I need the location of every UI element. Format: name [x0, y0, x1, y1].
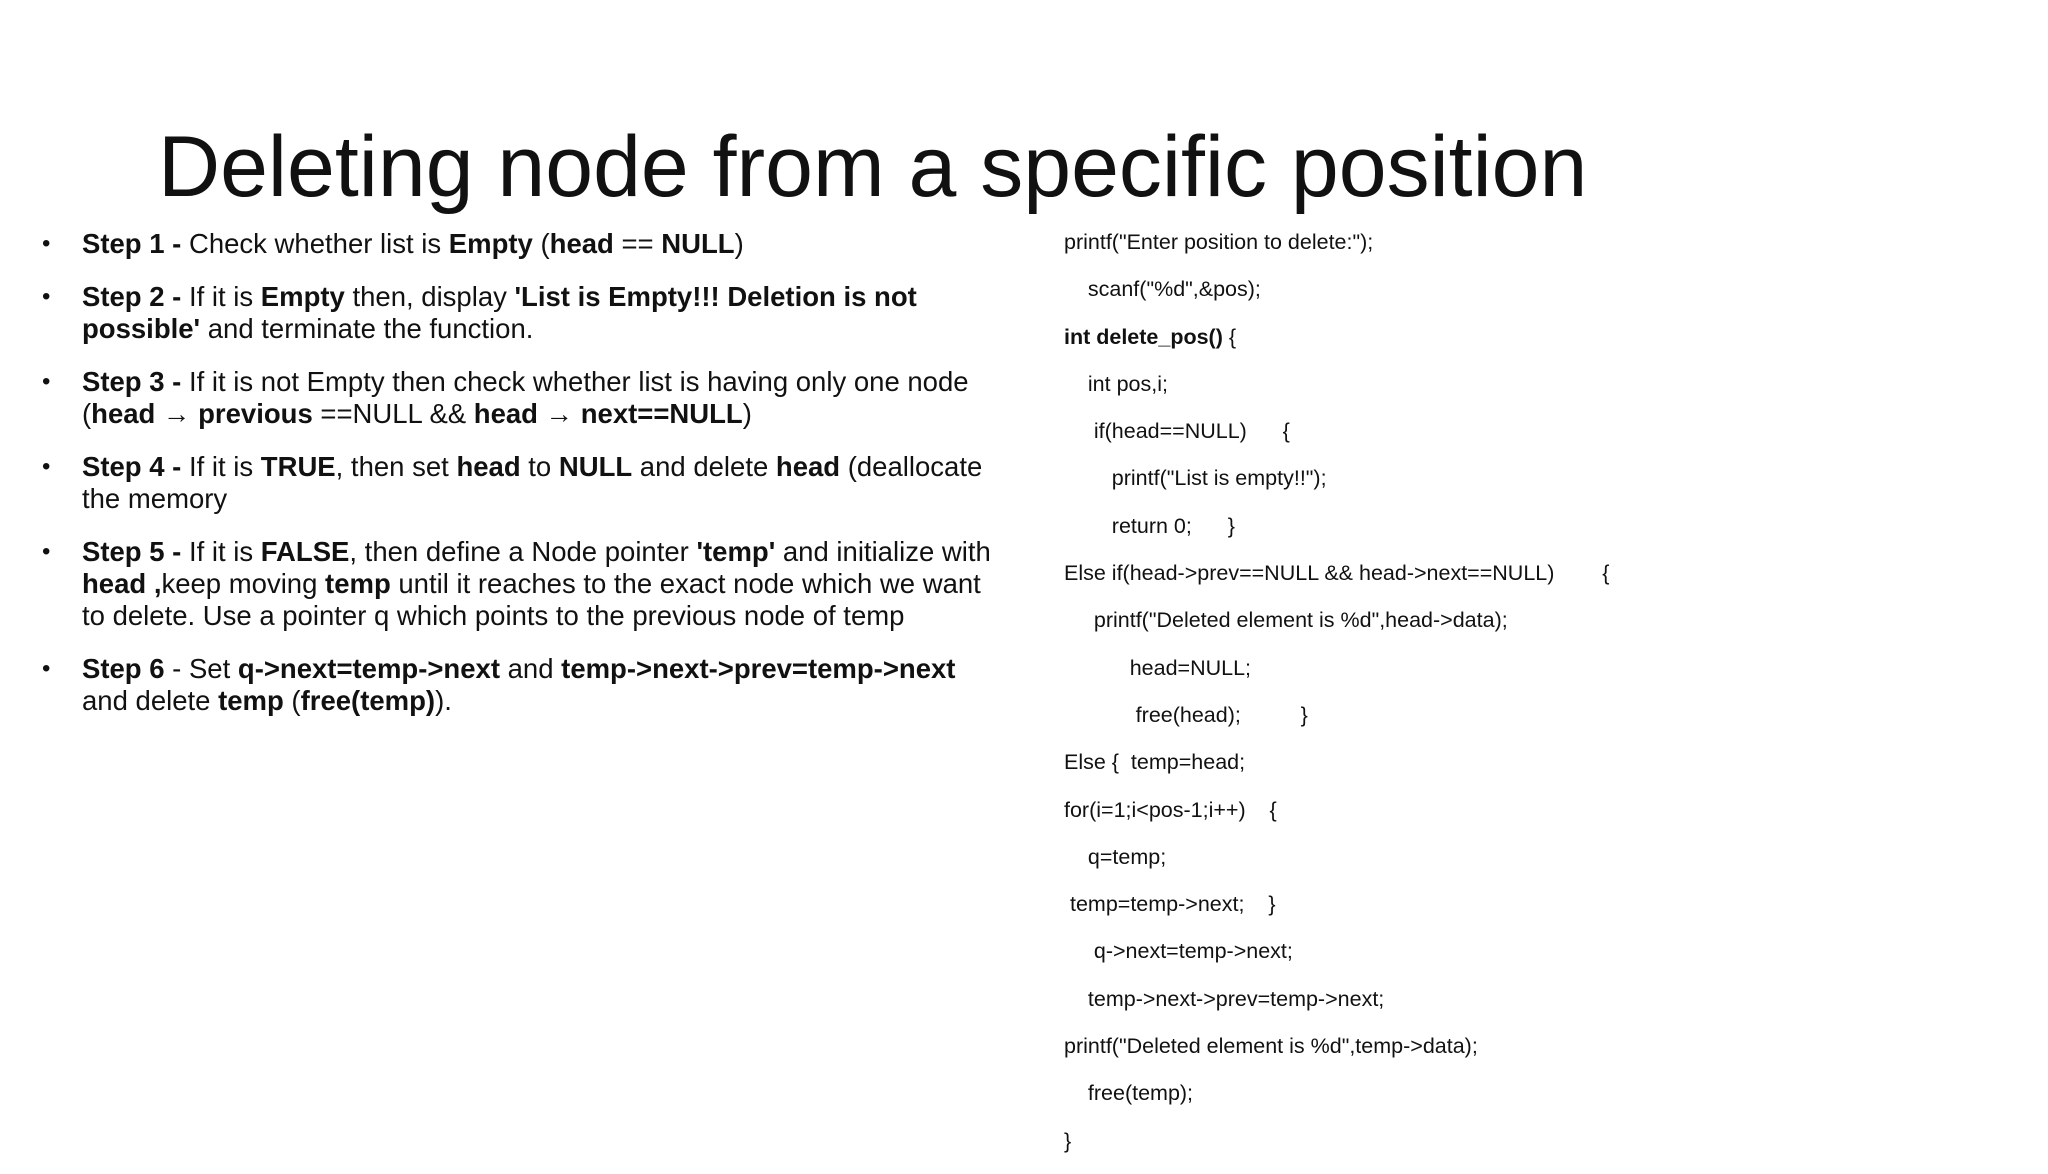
step-text-bold: 'temp' — [696, 536, 776, 567]
step-item — [40, 281, 1008, 345]
step-text: and — [499, 653, 562, 684]
code-text: if(head==NULL) { — [1064, 419, 1290, 444]
code-line — [1064, 228, 1764, 275]
step-text-bold: head — [775, 451, 841, 482]
code-line — [1064, 796, 1764, 843]
step-text-bold: Step 1 - — [82, 228, 189, 259]
step-text: ( — [532, 228, 550, 259]
code-line — [1064, 1127, 1764, 1174]
code-text: temp->next->prev=temp->next; — [1064, 986, 1385, 1011]
step-text-bold: TRUE — [260, 451, 336, 482]
bullet-icon: • — [42, 655, 51, 682]
code-text: int pos,i; — [1064, 371, 1168, 396]
step-item — [40, 366, 1008, 430]
step-text: ) — [734, 228, 744, 259]
code-text: for(i=1;i<pos-1;i++) { — [1064, 797, 1277, 822]
bullet-icon: • — [42, 283, 51, 310]
code-text: scanf("%d",&pos); — [1064, 277, 1261, 302]
code-block — [1064, 228, 1764, 1174]
step-text: and terminate the function. — [200, 313, 534, 344]
code-line — [1064, 890, 1764, 937]
step-text-bold: Step 6 — [82, 653, 165, 684]
bullet-icon: • — [42, 453, 51, 480]
code-line — [1064, 701, 1764, 748]
step-text-bold: Empty — [448, 228, 533, 259]
step-text: (deallocate the memory — [82, 451, 983, 514]
step-text-bold: q->next=temp->next — [237, 653, 500, 684]
bullet-icon: • — [42, 538, 51, 565]
code-line — [1064, 417, 1764, 464]
code-text: free(head); } — [1064, 702, 1308, 727]
step-text-bold: NULL — [661, 228, 735, 259]
code-text: q->next=temp->next; — [1064, 939, 1293, 964]
step-text-bold: head — [456, 451, 521, 482]
step-text-bold: 'List is Empty!!! Deletion is not possible' — [82, 281, 917, 344]
code-line — [1064, 937, 1764, 984]
code-line — [1064, 606, 1764, 653]
step-text: to — [520, 451, 559, 482]
step-text-bold: temp->next->prev=temp->next — [561, 653, 956, 684]
code-line — [1064, 654, 1764, 701]
code-text: Else { temp=head; — [1064, 750, 1246, 775]
bullet-icon: • — [42, 230, 51, 257]
step-text-bold: FALSE — [260, 536, 350, 567]
step-text: If it is — [188, 536, 261, 567]
bullet-icon: • — [42, 368, 51, 395]
step-text: , then define a Node pointer — [349, 536, 697, 567]
step-text: - Set — [164, 653, 238, 684]
step-text: ( — [283, 685, 301, 716]
step-text: If it is — [188, 451, 261, 482]
steps-list — [40, 228, 1008, 738]
step-text: Check whether list is — [188, 228, 449, 259]
code-line — [1064, 464, 1764, 511]
code-line — [1064, 370, 1764, 417]
step-text: == — [613, 228, 662, 259]
code-text: head=NULL; — [1064, 655, 1252, 680]
step-item — [40, 653, 1008, 717]
step-text: and initialize with — [775, 536, 991, 567]
code-line — [1064, 985, 1764, 1032]
code-text: printf("Enter position to delete:"); — [1064, 230, 1374, 254]
code-line — [1064, 1032, 1764, 1079]
step-text: and delete — [632, 451, 776, 482]
step-text-bold: Step 4 - — [82, 451, 189, 482]
code-line — [1064, 843, 1764, 890]
code-line — [1064, 1079, 1764, 1126]
code-line — [1064, 559, 1764, 606]
step-text-bold: head , — [82, 568, 162, 599]
step-text: , then set — [335, 451, 457, 482]
code-line — [1064, 275, 1764, 322]
step-text-bold: temp — [325, 568, 391, 599]
code-line — [1064, 323, 1764, 370]
step-text-bold: NULL — [558, 451, 633, 482]
step-item — [40, 536, 1008, 632]
code-text: temp=temp->next; } — [1064, 892, 1276, 917]
step-text-bold: Step 3 - — [82, 366, 189, 397]
step-text-bold: Empty — [260, 281, 345, 312]
step-text-bold: head → previous — [91, 398, 313, 429]
step-text: and delete — [82, 685, 219, 716]
step-text-bold: Step 5 - — [82, 536, 189, 567]
step-text: ) — [742, 398, 752, 429]
step-text-bold: head — [549, 228, 614, 259]
code-text: printf("Deleted element is %d",temp->data); — [1064, 1034, 1478, 1059]
step-text-bold: Step 2 - — [82, 281, 189, 312]
code-line — [1064, 748, 1764, 795]
code-text: free(temp); — [1064, 1081, 1194, 1106]
step-text-bold: temp — [218, 685, 284, 716]
step-text: keep moving — [161, 568, 326, 599]
code-text: Else if(head->prev==NULL && head->next==NULL) { — [1064, 561, 1610, 586]
code-line — [1064, 512, 1764, 559]
code-text: } — [1064, 1128, 1072, 1153]
step-item — [40, 451, 1008, 515]
step-text: then, display — [344, 281, 515, 312]
step-item — [40, 228, 1008, 260]
code-text: return 0; } — [1064, 513, 1235, 538]
code-text: printf("Deleted element is %d",head->data); — [1064, 608, 1508, 633]
slide-title: Deleting node from a specific position — [158, 119, 1588, 215]
code-text: q=temp; — [1064, 844, 1167, 869]
step-text: until it reaches to the exact node which we want to delete. Use a pointer q which points to the previous node of temp — [82, 568, 981, 631]
step-text-bold: free(temp) — [300, 685, 436, 716]
step-text: ==NULL && — [312, 398, 474, 429]
code-text: { — [1222, 324, 1237, 349]
step-text: If it is — [188, 281, 261, 312]
step-text: ). — [435, 685, 452, 716]
code-keyword: int delete_pos() — [1064, 324, 1223, 349]
step-text: If it is not Empty then check whether list is having only one node ( — [82, 366, 969, 429]
code-text: printf("List is empty!!"); — [1064, 466, 1327, 491]
step-text-bold: head → next==NULL — [473, 398, 743, 429]
